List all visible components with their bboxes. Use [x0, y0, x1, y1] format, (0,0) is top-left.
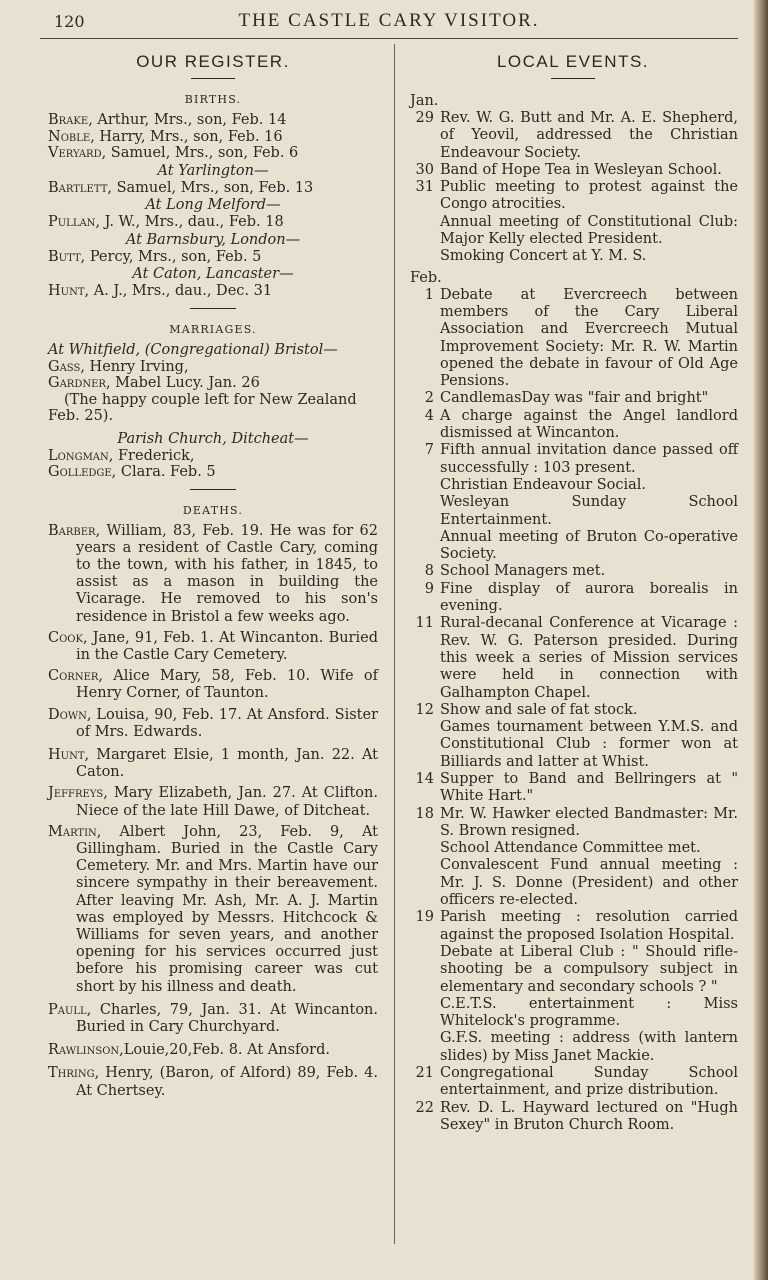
death-entry: [48, 747, 378, 781]
surname: Corner: [48, 668, 99, 685]
register-column: [48, 50, 378, 1104]
entry-detail: , Albert John, 23, Feb. 9, At Gillingham. Buried in the Castle Cary Cemetery. Mr. and Mrs. Martin have our sincere sympathy in their bereavement. After leaving Mr. Ash, Mr. A. J. Martin was employed by Messrs. Hitchcock & Williams for seven years, and another opening for his services occurred just before his promising career was cut short by his illness and death.: [76, 823, 378, 995]
event-item: G.F.S. meeting : address (with lantern slides) by Miss Janet Mackie.: [440, 1030, 738, 1064]
register-entry: [48, 283, 378, 300]
register-entry: [48, 359, 378, 376]
events-column: [408, 50, 738, 1134]
entry-detail: , Alice Mary, 58, Feb. 10. Wife of Henry Corner, of Taunton.: [76, 668, 378, 702]
marriage-note: (The happy couple left for New Zealand Feb. 25).: [48, 391, 357, 424]
event-item: Show and sale of fat stock.: [440, 701, 638, 718]
event-item: C.E.T.S. entertainment : Miss Whitelock's programme.: [440, 995, 738, 1030]
marriage-place: At Whitfield, (Congregational) Bristol—: [48, 341, 338, 358]
event-item: Rural-decanal Conference at Vicarage : Rev. W. G. Paterson presided. During this week a series of Mission services were held in connection with Galhampton Chapel.: [440, 615, 738, 701]
event-item: Annual meeting of Constitutional Club: Major Kelly elected President.: [440, 213, 738, 248]
surname: Cook: [48, 629, 83, 646]
event-date: 31: [415, 179, 434, 196]
event-item: School Attendance Committee met.: [440, 840, 701, 857]
event-day: [408, 1100, 738, 1135]
surname: Gardner: [48, 375, 106, 391]
event-day: [408, 806, 738, 910]
register-entry: [48, 129, 378, 146]
event-day: [408, 110, 738, 162]
event-date: 14: [415, 770, 434, 787]
title-rule: [551, 78, 595, 79]
entry-detail: , Louisa, 90, Feb. 17. At Ansford. Sister of Mrs. Edwards.: [76, 706, 378, 740]
birth-place: At Long Melford—: [145, 197, 281, 213]
death-entry: [48, 1002, 378, 1036]
surname: Down: [48, 706, 87, 723]
event-date: 2: [424, 390, 434, 407]
event-item: Wesleyan Sunday School Entertainment.: [440, 494, 738, 528]
entry-detail: , Frederick,: [108, 447, 195, 464]
death-entry: [48, 523, 378, 626]
month-label: Feb.: [410, 269, 442, 286]
event-date: 29: [415, 110, 434, 126]
event-item: School Managers met.: [440, 563, 606, 580]
surname: Longman: [48, 447, 109, 464]
surname: Gass: [48, 358, 81, 375]
entry-detail: , Arthur, Mrs., son, Feb. 14: [88, 112, 287, 128]
entry-detail: , Charles, 79, Jan. 31. At Wincanton. Buried in Cary Churchyard.: [76, 1001, 378, 1035]
register-entry: [48, 112, 378, 129]
event-item: CandlemasDay was "fair and bright": [440, 390, 709, 407]
event-day: [408, 581, 738, 616]
register-entry: [48, 145, 378, 162]
event-day: [408, 615, 738, 701]
birth-place: At Yarlington—: [157, 162, 269, 179]
page-number: 120: [54, 12, 85, 31]
entry-detail: , Mabel Lucy. Jan. 26: [105, 375, 260, 391]
event-day: [408, 390, 738, 407]
event-item: Mr. W. Hawker elected Bandmaster: Mr. S. Brown resigned.: [440, 805, 738, 839]
death-entry: [48, 630, 378, 664]
event-date: 9: [424, 580, 434, 597]
death-entry: [48, 707, 378, 741]
surname: Pullan: [48, 214, 96, 230]
event-item: Fifth annual invitation dance passed off successfully : 103 present.: [440, 442, 738, 476]
event-day: [408, 442, 738, 563]
event-item: Parish meeting : resolution carried against the proposed Isolation Hospital.: [440, 909, 738, 943]
entry-detail: , Samuel, Mrs., son, Feb. 13: [107, 179, 314, 196]
event-item: Debate at Evercreech between members of the Cary Liberal Association and Evercreech Mutual Improvement Society: Mr. R. W. Martin opened the debate in favour of Old Age Pensions.: [440, 286, 738, 390]
entry-detail: , Jane, 91, Feb. 1. At Wincanton. Buried in the Castle Cary Cemetery.: [76, 629, 378, 663]
surname: Hunt: [48, 746, 85, 763]
event-date: 12: [415, 701, 434, 718]
births-heading: BIRTHS.: [184, 93, 242, 106]
entry-detail: ,Louie,20,Feb. 8. At Ansford.: [119, 1042, 330, 1059]
page-edge: [754, 0, 768, 1280]
event-day: [408, 702, 738, 771]
event-item: Band of Hope Tea in Wesleyan School.: [440, 161, 722, 178]
event-date: 18: [415, 805, 434, 822]
birth-place: At Caton, Lancaster—: [132, 266, 294, 282]
event-item: Fine display of aurora borealis in evening.: [440, 580, 738, 615]
event-date: 21: [415, 1065, 434, 1082]
register-entry: [48, 180, 378, 197]
event-date: 11: [415, 615, 434, 632]
event-item: Rev. D. L. Hayward lectured on "Hugh Sexey" in Bruton Church Room.: [440, 1099, 738, 1133]
register-entry: [48, 214, 378, 231]
surname: Butt: [48, 248, 81, 265]
event-item: Supper to Band and Bellringers at " White Hart.": [440, 770, 738, 805]
event-item: Congregational Sunday School entertainment, and prize distribution.: [440, 1065, 738, 1099]
event-item: Games tournament between Y.M.S. and Constitutional Club : former won at Billiards and latter at Whist.: [440, 719, 738, 770]
event-day: [408, 771, 738, 806]
event-day: [408, 909, 738, 1065]
event-item: Christian Endeavour Social.: [440, 476, 647, 493]
event-item: Annual meeting of Bruton Co-operative Society.: [440, 528, 738, 563]
surname: Jeffreys: [48, 785, 104, 802]
event-day: [408, 1065, 738, 1100]
section-rule: [190, 489, 236, 490]
event-item: Convalescent Fund annual meeting : Mr. J. S. Donne (President) and other officers re-elected.: [440, 857, 738, 909]
event-item: Debate at Liberal Club : " Should rifle-shooting be a compulsory subject in elementary and secondary schools ? ": [440, 943, 738, 995]
event-date: 22: [415, 1099, 434, 1116]
surname: Brake: [48, 112, 89, 128]
surname: Rawlinson: [48, 1042, 120, 1059]
event-item: Smoking Concert at Y. M. S.: [440, 248, 647, 265]
register-entry: [48, 448, 378, 465]
entry-detail: , Henry Irving,: [80, 358, 189, 375]
event-item: Public meeting to protest against the Congo atrocities.: [440, 179, 738, 213]
event-date: 8: [424, 563, 434, 580]
marriages-heading: MARRIAGES.: [169, 322, 257, 336]
event-item: A charge against the Angel landlord dismissed at Wincanton.: [440, 407, 738, 442]
entry-detail: , Samuel, Mrs., son, Feb. 6: [101, 145, 299, 161]
page-header: [40, 4, 738, 39]
birth-place: At Barnsbury, London—: [125, 231, 301, 248]
event-date: 7: [424, 442, 434, 459]
surname: Hunt: [48, 283, 85, 299]
deaths-heading: DEATHS.: [182, 503, 244, 517]
register-body: [48, 93, 378, 1100]
entry-detail: , J. W., Mrs., dau., Feb. 18: [95, 214, 284, 230]
entry-detail: , William, 83, Feb. 19. He was for 62 years a resident of Castle Cary, coming to the town, with his father, in 1845, to assist as a mason in building the Vicarage. He removed to his son's residence in Bristol a few weeks ago.: [76, 522, 378, 625]
section-rule: [190, 308, 236, 309]
event-date: 4: [424, 407, 434, 424]
entry-detail: , Clara. Feb. 5: [111, 464, 216, 480]
surname: Veryard: [48, 145, 102, 161]
event-day: [408, 408, 738, 443]
event-date: 1: [424, 286, 434, 303]
entry-detail: , Mary Elizabeth, Jan. 27. At Clifton. Niece of the late Hill Dawe, of Ditcheat.: [76, 785, 378, 819]
register-title: OUR REGISTER.: [136, 52, 290, 71]
column-divider: [394, 44, 395, 1244]
event-date: 30: [415, 161, 434, 178]
events-body: [408, 93, 738, 1134]
surname: Noble: [48, 128, 91, 145]
death-entry: [48, 785, 378, 819]
running-title: THE CASTLE CARY VISITOR.: [238, 10, 540, 31]
event-day: [408, 162, 738, 179]
register-entry: [48, 375, 378, 392]
surname: Martin: [48, 823, 97, 840]
event-day: [408, 563, 738, 580]
death-entry: [48, 824, 378, 996]
register-entry: [48, 464, 378, 481]
death-entry: [48, 668, 378, 702]
entry-detail: , A. J., Mrs., dau., Dec. 31: [84, 283, 273, 299]
event-date: 19: [415, 909, 434, 926]
surname: Paull: [48, 1001, 87, 1018]
death-entry: [48, 1042, 378, 1059]
event-item: Rev. W. G. Butt and Mr. A. E. Shepherd, of Yeovil, addressed the Christian Endeavour Society.: [440, 110, 738, 161]
marriage-place: Parish Church, Ditcheat—: [117, 430, 309, 447]
surname: Bartlett: [48, 179, 108, 196]
entry-detail: , Percy, Mrs., son, Feb. 5: [80, 248, 262, 265]
entry-detail: , Harry, Mrs., son, Feb. 16: [90, 128, 283, 145]
surname: Thring: [48, 1065, 95, 1082]
register-entry: [48, 249, 378, 266]
event-day: [408, 179, 738, 265]
title-rule: [191, 78, 235, 79]
entry-detail: , Margaret Elsie, 1 month, Jan. 22. At Caton.: [76, 746, 378, 781]
surname: Golledge: [48, 464, 112, 480]
entry-detail: , Henry, (Baron, of Alford) 89, Feb. 4. At Chertsey.: [76, 1065, 378, 1099]
surname: Barber: [48, 522, 96, 539]
event-day: [408, 287, 738, 391]
death-entry: [48, 1065, 378, 1099]
events-title: LOCAL EVENTS.: [496, 52, 650, 71]
month-label: Jan.: [410, 93, 439, 109]
